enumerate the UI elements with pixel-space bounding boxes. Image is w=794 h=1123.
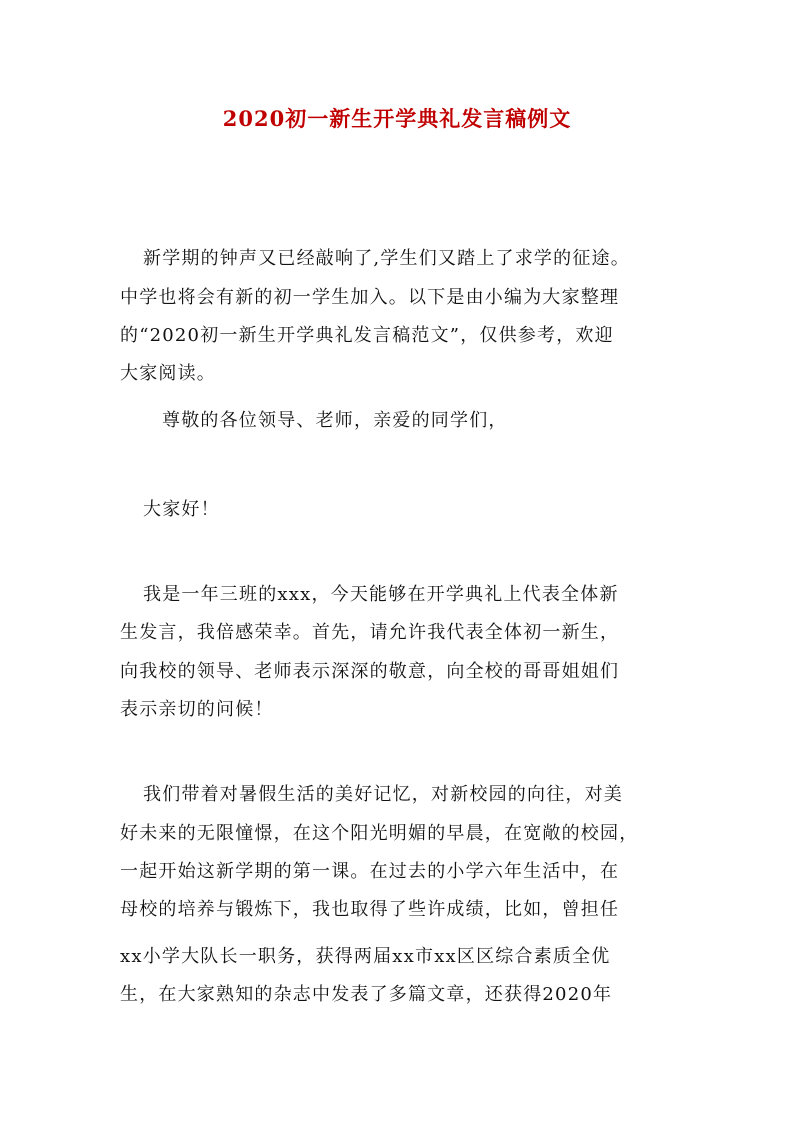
paragraph-line: 向我校的领导、老师表示深深的敬意，向全校的哥哥姐姐们 — [120, 661, 620, 682]
paragraph-line: 生发言，我倍感荣幸。首先，请允许我代表全体初一新生， — [120, 622, 620, 643]
paragraph-line: xx小学大队长一职务，获得两届xx市xx区区综合素质全优 — [120, 946, 611, 967]
paragraph-line: 大家阅读。 — [120, 363, 216, 384]
paragraph-line: 中学也将会有新的初一学生加入。以下是由小编为大家整理 — [120, 287, 620, 308]
salutation-line: 尊敬的各位领导、老师，亲爱的同学们， — [162, 410, 508, 431]
greeting-line: 大家好！ — [143, 499, 220, 520]
paragraph-line: 我们带着对暑假生活的美好记忆，对新校园的向往，对美 — [143, 784, 623, 805]
paragraph-line: 生，在大家熟知的杂志中发表了多篇文章，还获得2020年 — [120, 984, 613, 1005]
paragraph-line: 我是一年三班的xxx，今天能够在开学典礼上代表全体新 — [143, 584, 619, 605]
paragraph-line: 表示亲切的问候！ — [120, 699, 274, 720]
document-title: 2020初一新生开学典礼发言稿例文 — [222, 106, 572, 131]
paragraph-line: 一起开始这新学期的第一课。在过去的小学六年生活中，在 — [120, 861, 620, 882]
paragraph-line: 的“2020初一新生开学典礼发言稿范文”，仅供参考，欢迎 — [120, 325, 614, 346]
paragraph-line: 新学期的钟声又已经敲响了,学生们又踏上了求学的征途。 — [143, 248, 630, 269]
paragraph-line: 好未来的无限憧憬，在这个阳光明媚的早晨，在宽敞的校园， — [120, 823, 639, 844]
paragraph-line: 母校的培养与锻炼下，我也取得了些许成绩，比如，曾担任 — [120, 899, 620, 920]
